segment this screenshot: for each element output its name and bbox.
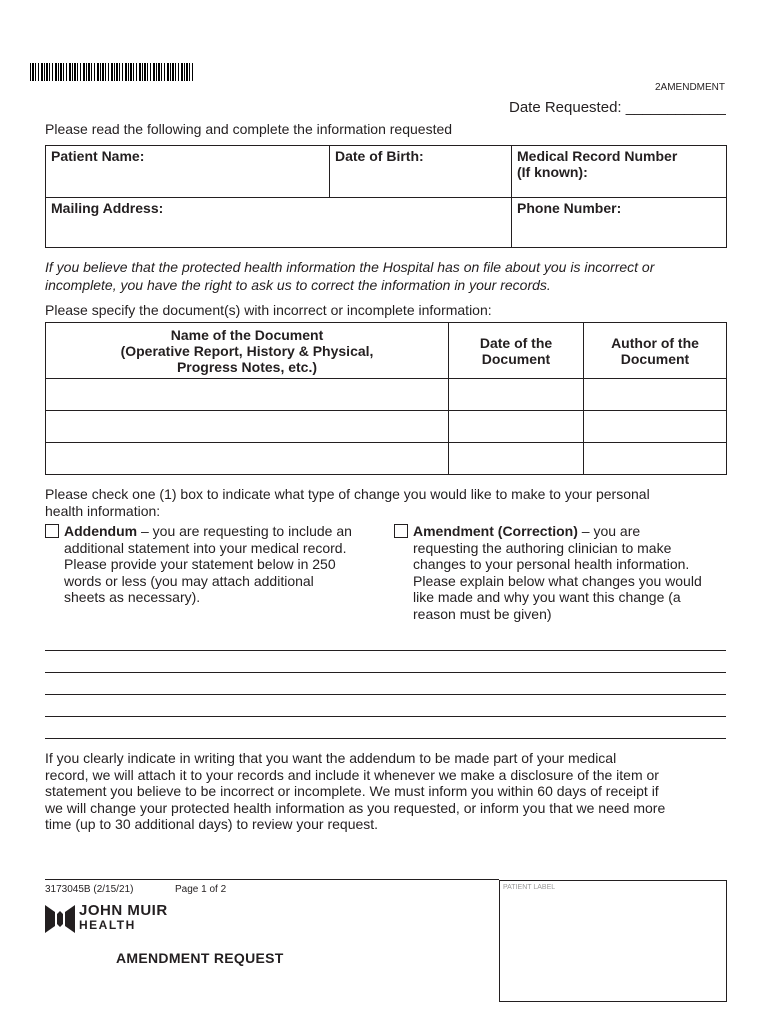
form-title: AMENDMENT REQUEST — [116, 950, 284, 966]
table-row — [46, 443, 727, 475]
specify-text: Please specify the document(s) with incorrect or incomplete information: — [45, 302, 492, 318]
doc-name-cell[interactable] — [46, 443, 449, 475]
patient-name-field[interactable]: Patient Name: — [46, 146, 330, 198]
closing-paragraph: If you clearly indicate in writing that you want the addendum to be made part of your medical record, we will attach it to your records and include it whenever we make a disclosure of the item or statement you believe to be incorrect or incomplete. We must inform you within 60 days of receipt if we will change your protected health information as you requested, or inform you that we need more time (up to 30 additional days) to review your request. — [45, 750, 666, 833]
doc-date-header: Date of the Document — [449, 323, 584, 379]
form-number: 3173045B (2/15/21) — [45, 884, 134, 895]
check-instruction-1: Please check one (1) box to indicate what type of change you would like to make to your personal — [45, 486, 650, 502]
doc-author-cell[interactable] — [584, 379, 727, 411]
writing-line[interactable] — [45, 694, 726, 695]
writing-line[interactable] — [45, 738, 726, 739]
mailing-address-field[interactable]: Mailing Address: — [46, 198, 512, 248]
logo-name: JOHN MUIR — [79, 902, 168, 919]
addendum-description: Addendum – you are requesting to include an additional statement into your medical record. Please provide your statement below in 250 words or less (you may attach additional sheets as necessary). — [64, 523, 352, 606]
amendment-checkbox[interactable] — [394, 524, 408, 538]
page-number: Page 1 of 2 — [175, 884, 227, 895]
doc-date-cell[interactable] — [449, 443, 584, 475]
intro-text: Please read the following and complete the information requested — [45, 121, 453, 137]
footer-divider — [45, 879, 499, 880]
dob-field[interactable]: Date of Birth: — [330, 146, 512, 198]
doc-name-cell[interactable] — [46, 379, 449, 411]
table-row — [46, 379, 727, 411]
patient-label-caption: PATIENT LABEL — [503, 884, 556, 891]
phone-field[interactable]: Phone Number: — [512, 198, 727, 248]
table-row — [46, 411, 727, 443]
doc-author-cell[interactable] — [584, 411, 727, 443]
doc-name-header: Name of the Document (Operative Report, History & Physical, Progress Notes, etc.) — [46, 323, 449, 379]
rights-text-2: incomplete, you have the right to ask us to correct the information in your records. — [45, 277, 551, 293]
mrn-field[interactable]: Medical Record Number (If known): — [512, 146, 727, 198]
doc-date-cell[interactable] — [449, 411, 584, 443]
writing-line[interactable] — [45, 650, 726, 651]
check-instruction-2: health information: — [45, 503, 161, 519]
writing-line[interactable] — [45, 672, 726, 673]
barcode — [30, 63, 195, 81]
rights-text-1: If you believe that the protected health information the Hospital has on file about you is incorrect or — [45, 259, 655, 275]
form-code: 2AMENDMENT — [655, 82, 726, 93]
john-muir-logo-icon — [45, 905, 75, 933]
doc-name-cell[interactable] — [46, 411, 449, 443]
amendment-description: Amendment (Correction) – you are requesting the authoring clinician to make changes to your personal health information. Please explain below what changes you would like made and why you want this change (a reason must be given) — [413, 523, 702, 622]
documents-table — [45, 322, 727, 475]
doc-author-header: Author of the Document — [584, 323, 727, 379]
patient-info-table — [45, 145, 727, 248]
logo-subname: HEALTH — [79, 918, 136, 932]
addendum-checkbox[interactable] — [45, 524, 59, 538]
patient-label-box — [499, 880, 727, 1002]
doc-author-cell[interactable] — [584, 443, 727, 475]
writing-line[interactable] — [45, 716, 726, 717]
doc-date-cell[interactable] — [449, 379, 584, 411]
date-requested-field[interactable]: Date Requested: ____________ — [509, 99, 726, 116]
